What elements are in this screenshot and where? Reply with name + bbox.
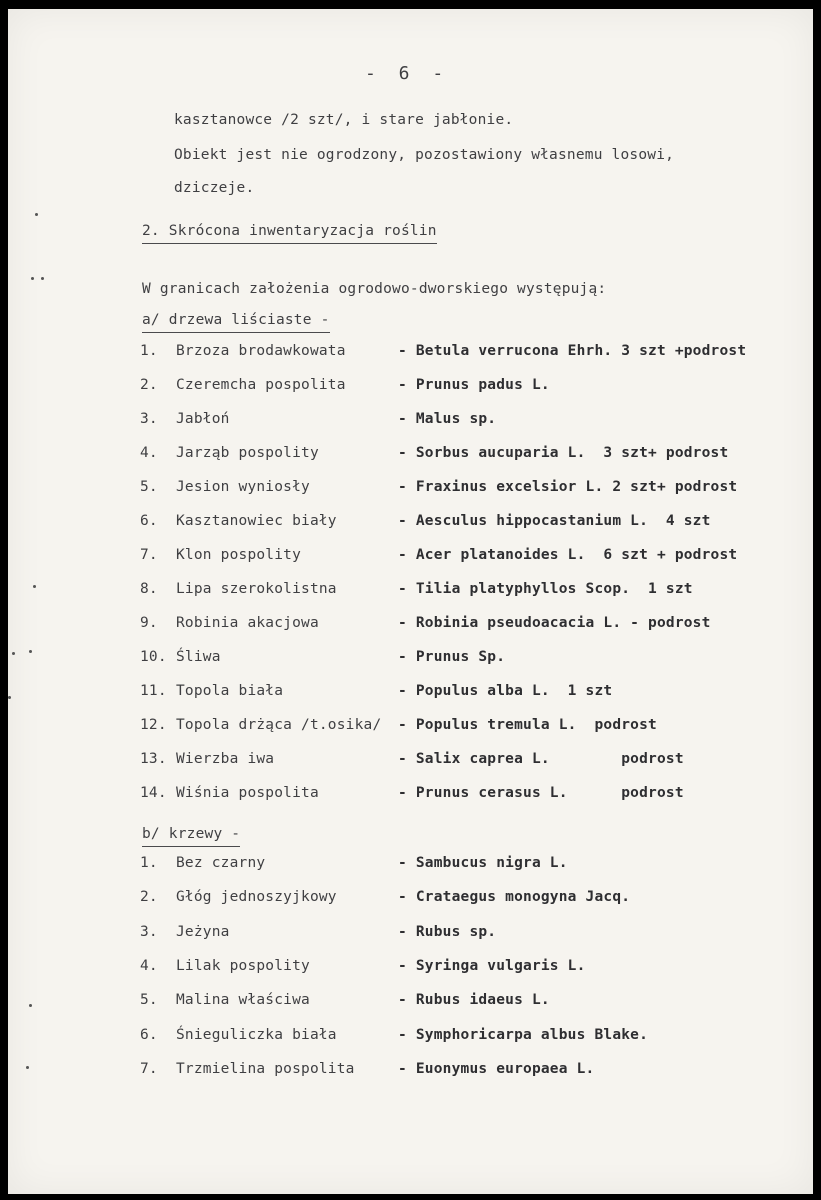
item-number: 4.	[140, 957, 158, 974]
item-number: 6.	[140, 1026, 158, 1043]
margin-speck	[26, 1066, 29, 1069]
latin-name: - Fraxinus excelsior L. 2 szt+ podrost	[398, 479, 738, 495]
intro-line: kasztanowce /2 szt/, i stare jabłonie.	[174, 112, 514, 128]
latin-name: - Malus sp.	[398, 411, 497, 427]
item-number: 1.	[140, 855, 158, 871]
item-number: 9.	[140, 615, 158, 631]
polish-name: Topola biała	[176, 683, 284, 699]
polish-name: Trzmielina pospolita	[176, 1060, 355, 1077]
polish-name: Klon pospolity	[176, 547, 302, 563]
margin-speck	[33, 585, 36, 588]
margin-speck	[29, 650, 32, 653]
polish-name: Topola drżąca /t.osika/	[176, 717, 382, 733]
item-number: 2.	[140, 889, 158, 906]
item-number: 3.	[140, 411, 158, 427]
polish-name: Lipa szerokolistna	[176, 581, 337, 597]
item-number: 12.	[140, 717, 167, 733]
polish-name: Śnieguliczka biała	[176, 1026, 337, 1043]
item-number: 10.	[140, 649, 167, 665]
margin-speck	[35, 213, 38, 216]
latin-name: - Crataegus monogyna Jacq.	[398, 889, 631, 906]
latin-name: - Syringa vulgaris L.	[398, 957, 586, 974]
margin-speck	[12, 652, 15, 655]
polish-name: Robinia akacjowa	[176, 615, 319, 631]
latin-name: - Salix caprea L. podrost	[398, 751, 684, 767]
latin-name: - Acer platanoides L. 6 szt + podrost	[398, 547, 738, 563]
item-number: 6.	[140, 513, 158, 529]
polish-name: Czeremcha pospolita	[176, 377, 346, 393]
intro-line: dziczeje.	[174, 180, 255, 196]
latin-name: - Populus alba L. 1 szt	[398, 683, 613, 699]
document-page	[8, 9, 813, 1194]
latin-name: - Robinia pseudoacacia L. - podrost	[398, 615, 711, 631]
polish-name: Jesion wyniosły	[176, 479, 310, 495]
section-heading: 2. Skrócona inwentaryzacja roślin	[142, 222, 437, 244]
polish-name: Głóg jednoszyjkowy	[176, 889, 337, 906]
latin-name: - Populus tremula L. podrost	[398, 717, 657, 733]
item-number: 3.	[140, 923, 158, 940]
polish-name: Jarząb pospolity	[176, 445, 319, 461]
margin-speck	[8, 696, 11, 699]
latin-name: - Tilia platyphyllos Scop. 1 szt	[398, 581, 693, 597]
polish-name: Wiśnia pospolita	[176, 785, 319, 801]
polish-name: Brzoza brodawkowata	[176, 343, 346, 359]
latin-name: - Sorbus aucuparia L. 3 szt+ podrost	[398, 445, 729, 461]
item-number: 5.	[140, 992, 158, 1009]
polish-name: Śliwa	[176, 649, 221, 665]
margin-speck	[41, 277, 44, 280]
polish-name: Jeżyna	[176, 923, 230, 940]
item-number: 14.	[140, 785, 167, 801]
item-number: 8.	[140, 581, 158, 597]
polish-name: Malina właściwa	[176, 992, 310, 1009]
latin-name: - Sambucus nigra L.	[398, 855, 568, 871]
page-number: - 6 -	[365, 63, 450, 84]
latin-name: - Rubus sp.	[398, 923, 497, 940]
item-number: 7.	[140, 547, 158, 563]
shrubs-heading: b/ krzewy -	[142, 825, 240, 847]
polish-name: Wierzba iwa	[176, 751, 275, 767]
item-number: 1.	[140, 343, 158, 359]
item-number: 11.	[140, 683, 167, 699]
latin-name: - Symphoricarpa albus Blake.	[398, 1026, 649, 1043]
latin-name: - Rubus idaeus L.	[398, 992, 550, 1009]
polish-name: Kasztanowiec biały	[176, 513, 337, 529]
margin-speck	[31, 277, 34, 280]
trees-heading: a/ drzewa liściaste -	[142, 311, 330, 333]
latin-name: - Prunus Sp.	[398, 649, 506, 665]
margin-speck	[29, 1004, 32, 1007]
intro-line: Obiekt jest nie ogrodzony, pozostawiony własnemu losowi,	[174, 147, 675, 163]
item-number: 5.	[140, 479, 158, 495]
polish-name: Lilak pospolity	[176, 957, 310, 974]
latin-name: - Prunus cerasus L. podrost	[398, 785, 684, 801]
item-number: 7.	[140, 1060, 158, 1077]
latin-name: - Euonymus europaea L.	[398, 1060, 595, 1077]
item-number: 4.	[140, 445, 158, 461]
section-intro: W granicach założenia ogrodowo-dworskiego występują:	[142, 281, 607, 297]
polish-name: Bez czarny	[176, 855, 266, 871]
latin-name: - Prunus padus L.	[398, 377, 550, 393]
item-number: 2.	[140, 377, 158, 393]
polish-name: Jabłoń	[176, 411, 230, 427]
item-number: 13.	[140, 751, 167, 767]
latin-name: - Betula verrucona Ehrh. 3 szt +podrost	[398, 343, 747, 359]
latin-name: - Aesculus hippocastanium L. 4 szt	[398, 513, 711, 529]
